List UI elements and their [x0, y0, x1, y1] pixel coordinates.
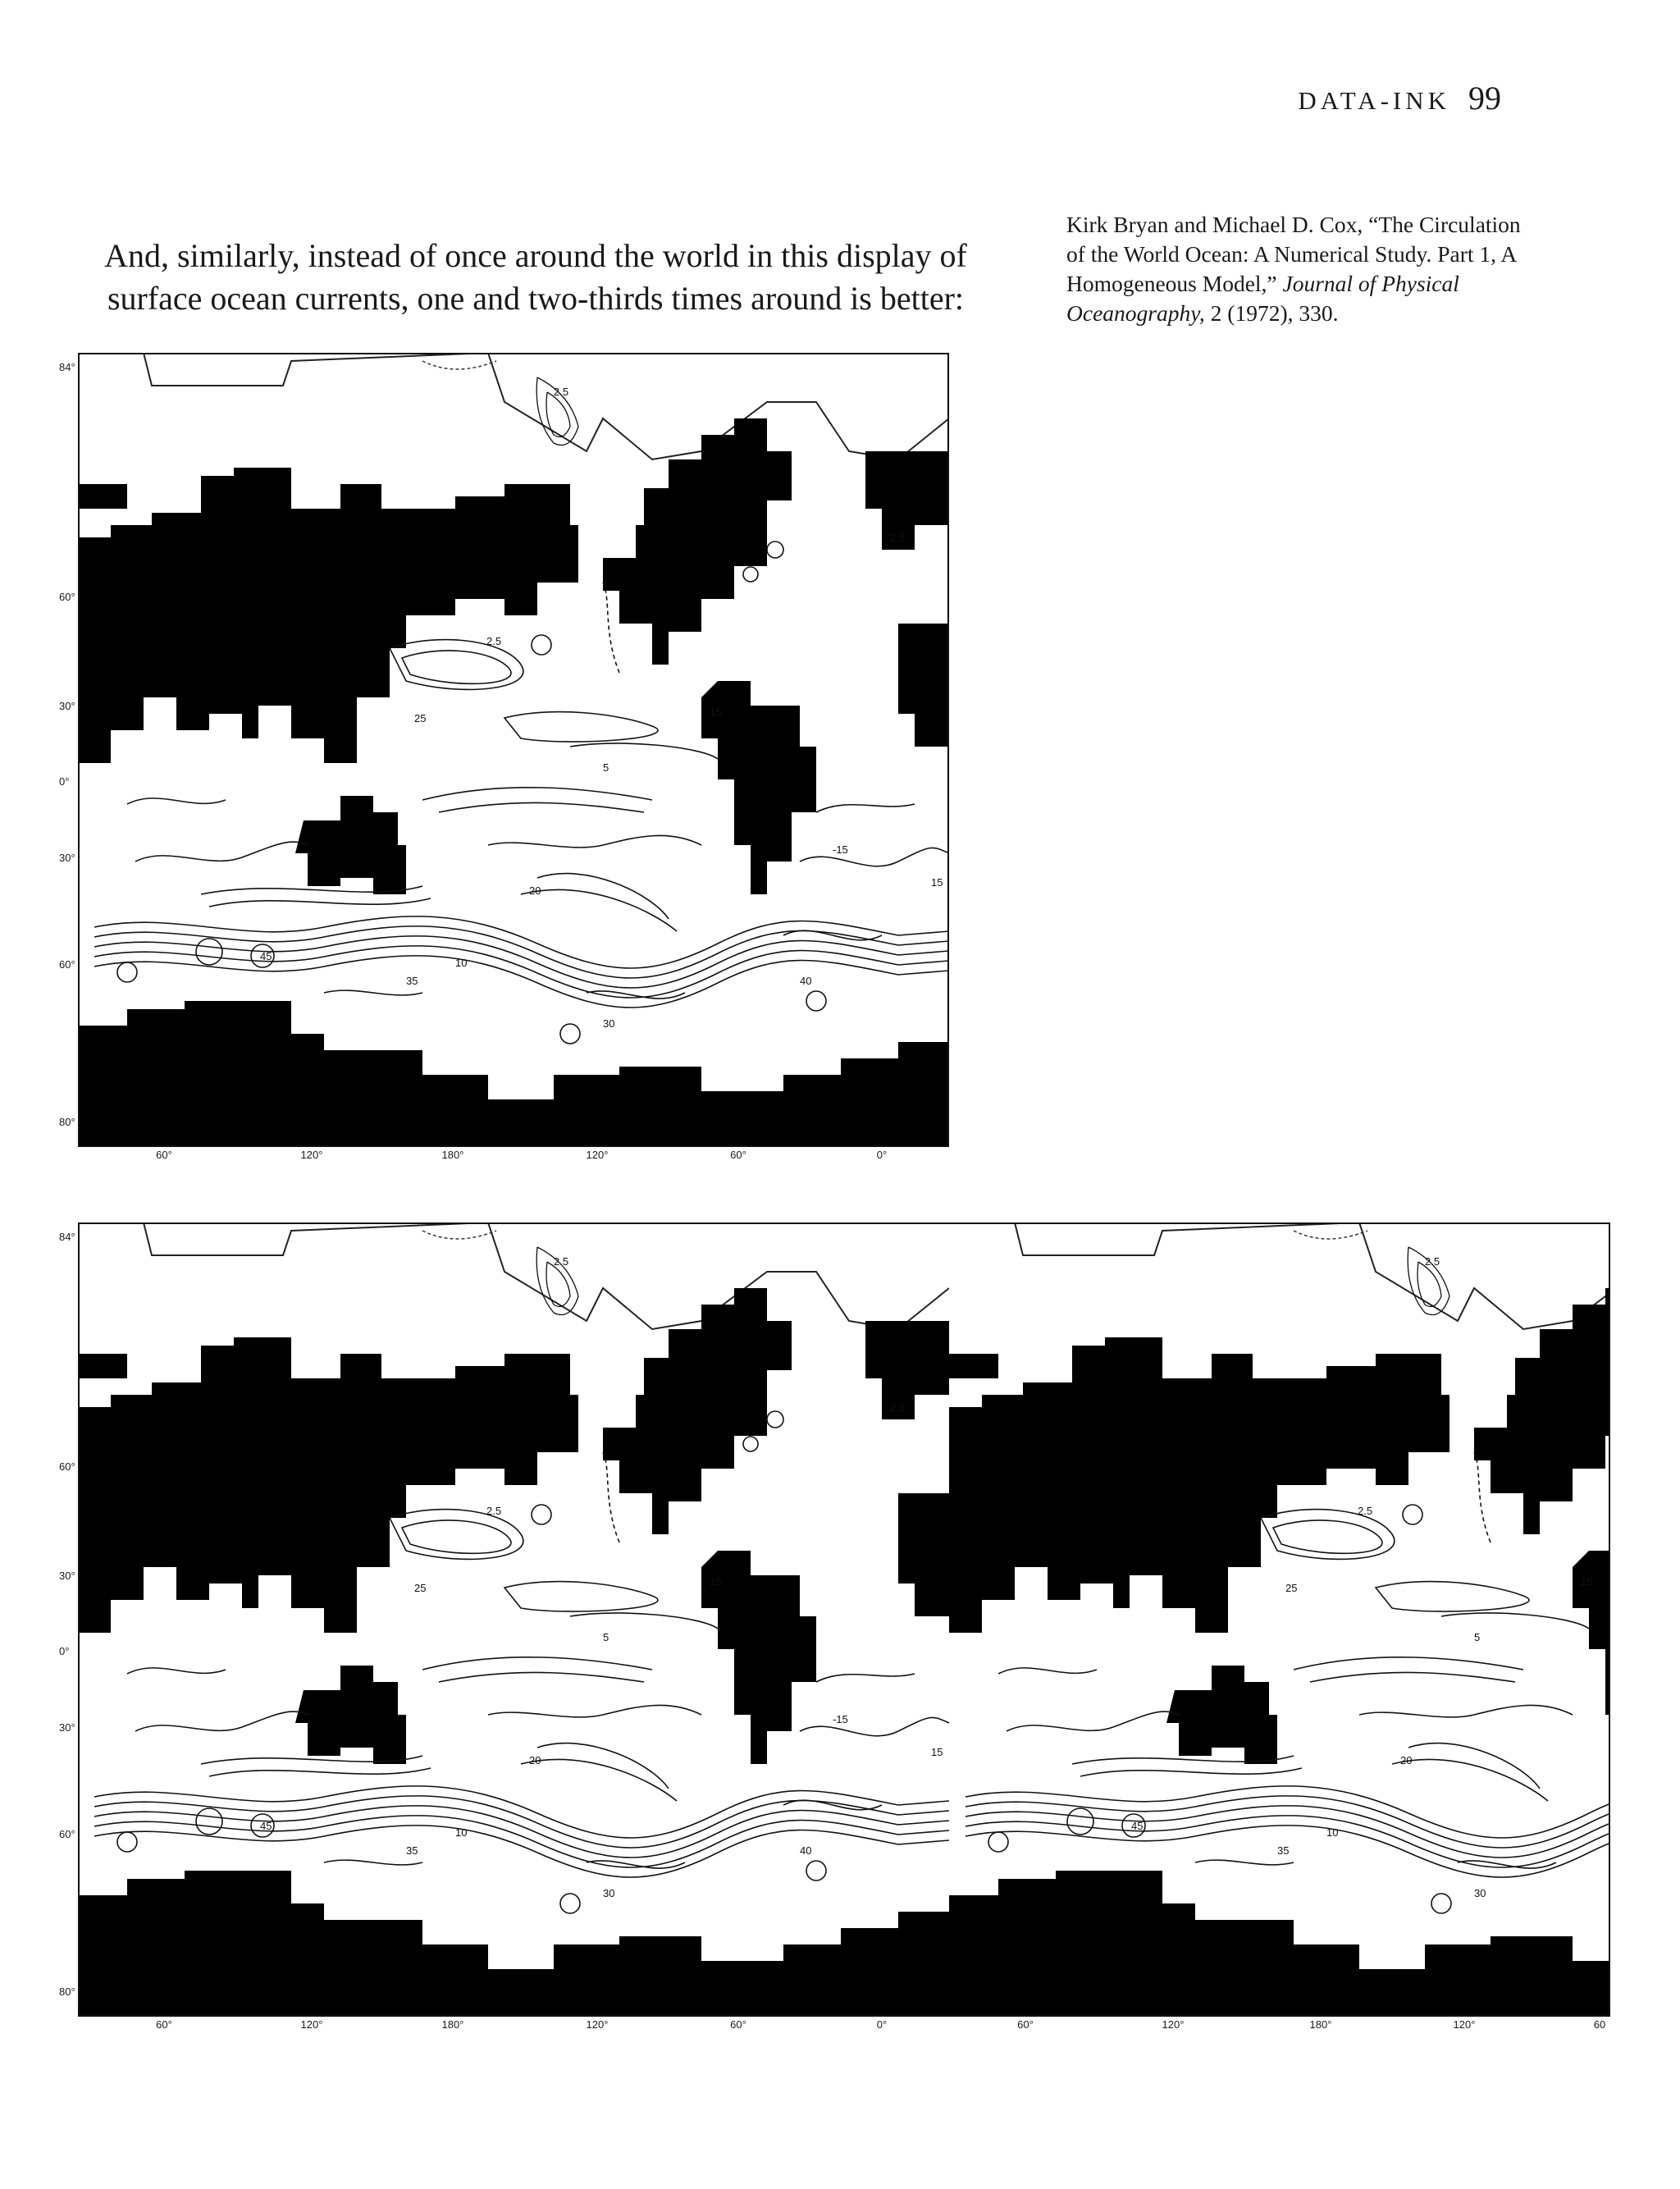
lat-label: 84°: [59, 361, 75, 373]
lon-label: 120°: [1453, 2018, 1476, 2031]
lat-label: 30°: [59, 1570, 75, 1582]
lon-label: 60°: [730, 2018, 746, 2031]
lon-label: 180°: [441, 2018, 464, 2031]
body-paragraph: And, similarly, instead of once around the world in this display of surface ocean currents, one and two-thirds times around is better:: [104, 237, 967, 317]
contour-label: 5: [603, 761, 609, 774]
lat-label: 60°: [59, 591, 75, 603]
citation-authors: Kirk Bryan and Michael D. Cox, “The Circulation of the World Ocean: A Numerical Study. Part 1, A Homogeneous Model,”: [1066, 212, 1521, 296]
ocean-currents-map-extended: [78, 1222, 1610, 2017]
lat-label: 30°: [59, 700, 75, 712]
lat-label: 30°: [59, 1721, 75, 1734]
contour-label: 30: [603, 1017, 615, 1030]
lat-label: 0°: [59, 775, 70, 788]
contour-label: 20: [529, 884, 541, 897]
lat-label: 60°: [59, 1460, 75, 1473]
lon-label: 60°: [156, 2018, 172, 2031]
lon-label: 60°: [156, 1149, 172, 1161]
running-head-title: DATA-INK: [1298, 86, 1450, 115]
contour-label: 15: [710, 706, 722, 718]
lon-label: 120°: [300, 1149, 323, 1161]
contour-label: 15: [931, 876, 943, 889]
lat-label: 80°: [59, 1116, 75, 1128]
lat-label: 0°: [59, 1645, 70, 1657]
lon-label: 120°: [586, 2018, 609, 2031]
lon-label: 0°: [876, 2018, 888, 2031]
lon-label: 60°: [1017, 2018, 1034, 2031]
citation-journal: Journal of Physical Oceanography,: [1066, 271, 1459, 326]
contour-label: 35: [406, 975, 418, 987]
ocean-currents-map-single: [78, 353, 949, 1147]
citation-volume: 2 (1972), 330.: [1210, 300, 1339, 326]
lat-label: 60°: [59, 958, 75, 971]
contour-label: 2.5: [486, 635, 502, 647]
contour-label: 2.5: [554, 386, 569, 398]
lon-label: 60°: [730, 1149, 746, 1161]
contour-label: 2.5: [890, 532, 906, 544]
lon-label: 0°: [876, 1149, 888, 1161]
contour-label: 40: [800, 975, 812, 987]
lon-label: 120°: [586, 1149, 609, 1161]
contour-label: 10: [455, 957, 468, 969]
lon-label: 180°: [441, 1149, 464, 1161]
contour-label: -15: [833, 843, 848, 856]
lon-label: 120°: [1162, 2018, 1185, 2031]
lat-label: 60°: [59, 1828, 75, 1840]
lon-label: 120°: [300, 2018, 323, 2031]
lon-label: 180°: [1309, 2018, 1332, 2031]
page-number: 99: [1468, 80, 1501, 117]
lat-label: 80°: [59, 1986, 75, 1998]
contour-label: 25: [414, 712, 427, 724]
lon-label: 60: [1593, 2018, 1606, 2031]
running-head: [1298, 79, 1501, 117]
lat-label: 84°: [59, 1231, 75, 1243]
lat-label: 30°: [59, 852, 75, 864]
sidenote-citation: [1066, 210, 1526, 328]
contour-label: 45: [260, 950, 272, 962]
